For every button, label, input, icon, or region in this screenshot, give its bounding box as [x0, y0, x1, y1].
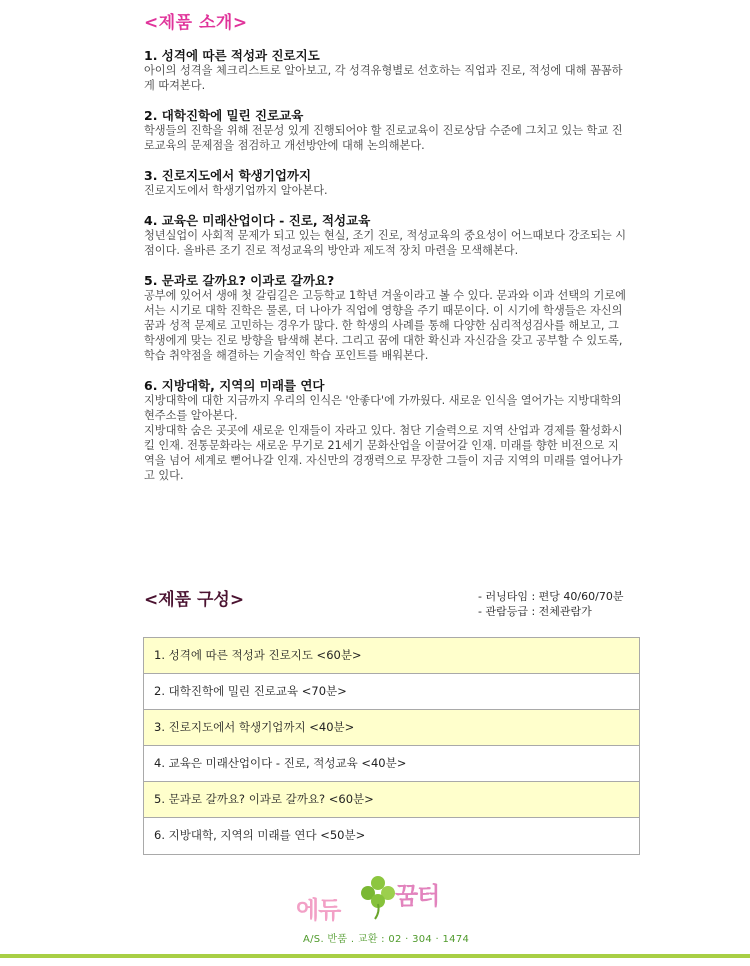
composition-title: <제품 구성> [144, 590, 245, 610]
edu-kkumteo-logo [296, 874, 456, 924]
section-body: 지방대학에 대한 지금까지 우리의 인식은 '안좋다'에 가까웠다. 새로운 인식을 열어가는 지방대학의 현주소를 알아본다. [144, 394, 622, 422]
section-body: 진로지도에서 학생기업까지 알아본다. [144, 184, 328, 197]
bottom-divider [0, 954, 750, 958]
intro-section-4 [144, 213, 628, 258]
running-time: - 러닝타임 : 편당 40/60/70분 [478, 590, 624, 603]
table-row: 6. 지방대학, 지역의 미래를 연다 <50분> [144, 818, 639, 854]
rating: - 관람등급 : 전체관람가 [478, 605, 592, 618]
intro-sections [144, 48, 628, 498]
section-title: 2. 대학진학에 밀린 진로교육 [144, 108, 304, 123]
section-title: 5. 문과로 갈까요? 이과로 갈까요? [144, 273, 335, 288]
section-body: 학생들의 진학을 위해 전문성 있게 진행되어야 할 진로교육이 진로상담 수준에 그치고 있는 학교 진로교육의 문제점을 점검하고 개선방안에 대해 논의해본다. [144, 124, 623, 152]
section-body: 공부에 있어서 생애 첫 갈림길은 고등학교 1학년 겨울이라고 볼 수 있다. 문과와 이과 선택의 기로에 서는 시기로 대학 진학은 물론, 더 나아가 직업에 영향을 주기 때문이다. 이 시기에 학생들은 자신의 꿈과 성적 문제로 고민하는 경우가 많다. 한 학생의 사례를 통해 다양한 심리적성검사를 해보고, 그 학생에게 맞는 진로 방향을 탐색해 본다. 그리고 꿈에 대한 확신과 자신감을 갖고 공부할 수 있도록, 학습 취약점을 해결하는 기술적인 학습 포인트를 배워본다. [144, 289, 626, 362]
intro-section-6 [144, 378, 628, 483]
intro-section-5 [144, 273, 628, 363]
intro-section-3 [144, 168, 628, 198]
table-row: 5. 문과로 갈까요? 이과로 갈까요? <60분> [144, 782, 639, 818]
intro-section-1 [144, 48, 628, 93]
composition-info [478, 589, 623, 619]
section-title: 6. 지방대학, 지역의 미래를 연다 [144, 378, 325, 393]
section-body-continued: 지방대학 숨은 곳곳에 새로운 인재들이 자라고 있다. 첨단 기술력으로 지역 산업과 경제를 활성화시킬 인재. 전통문화라는 새로운 무기로 21세기 문화산업을 이끌어갈 인재. 미래를 향한 비전으로 지역을 넘어 세계로 뻗어나갈 인재. 자신만의 경쟁력으로 무장한 그들이 지금 지역의 미래를 열어나가고 있다. [144, 424, 623, 482]
intro-section-2 [144, 108, 628, 153]
table-row: 3. 진로지도에서 학생기업까지 <40분> [144, 710, 639, 746]
table-row: 2. 대학진학에 밀린 진로교육 <70분> [144, 674, 639, 710]
clover-icon [358, 874, 398, 920]
table-row: 4. 교육은 미래산업이다 - 진로, 적성교육 <40분> [144, 746, 639, 782]
table-row: 1. 성격에 따른 적성과 진로지도 <60분> [144, 638, 639, 674]
section-title: 4. 교육은 미래산업이다 - 진로, 적성교육 [144, 213, 371, 228]
section-title: 3. 진로지도에서 학생기업까지 [144, 168, 312, 183]
section-title: 1. 성격에 따른 적성과 진로지도 [144, 48, 320, 63]
intro-title: <제품 소개> [144, 13, 248, 33]
section-body: 청년실업이 사회적 문제가 되고 있는 현실, 조기 진로, 적성교육의 중요성이 어느때보다 강조되는 시점이다. 올바른 조기 진로 적성교육의 방안과 제도적 장치 마련을 모색해본다. [144, 229, 627, 257]
logo-text-right: 꿈터 [395, 882, 440, 910]
section-body: 아이의 성격을 체크리스트로 알아보고, 각 성격유형별로 선호하는 직업과 진로, 적성에 대해 꼼꼼하게 따져본다. [144, 64, 623, 92]
composition-table [143, 637, 640, 855]
as-contact: A/S. 반품 . 교환 : 02 · 304 · 1474 [303, 934, 470, 945]
logo-text-left: 에듀 [296, 896, 341, 924]
